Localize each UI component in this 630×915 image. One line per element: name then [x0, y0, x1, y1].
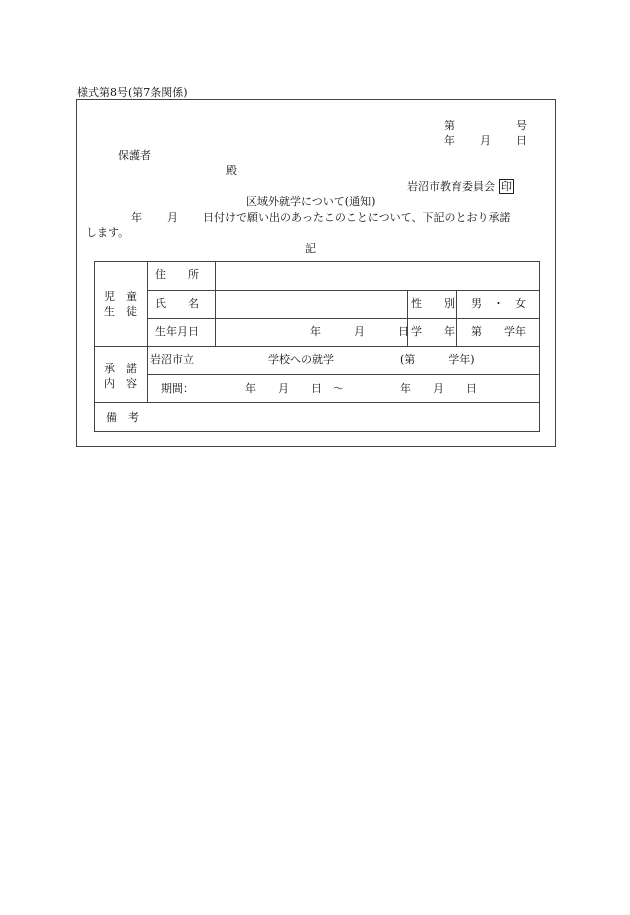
gender-value: 男 ・ 女 — [471, 297, 526, 310]
name-label: 氏 名 — [155, 297, 199, 310]
notice-title: 区域外就学について(通知) — [246, 195, 376, 208]
form-number: 様式第8号(第7条関係) — [77, 86, 188, 99]
document-number-prefix: 第 — [444, 119, 455, 132]
grade-value: 第 学年 — [471, 325, 526, 338]
student-label-2: 生 徒 — [104, 305, 137, 318]
grade-label: 学 年 — [411, 325, 455, 338]
date-day: 日 — [516, 134, 527, 147]
document-number-suffix: 号 — [516, 119, 527, 132]
gender-label: 性 別 — [411, 297, 455, 310]
sender-block — [407, 179, 514, 194]
body-text: 日付けで願い出のあったこのことについて、下記のとおり承諾 — [203, 211, 511, 224]
date-year: 年 — [444, 134, 455, 147]
body-text-line2: します。 — [86, 226, 130, 239]
period-label: 期間： — [161, 382, 194, 395]
date-month: 月 — [480, 134, 491, 147]
student-label-1: 児 童 — [104, 290, 137, 303]
school-city: 岩沼市立 — [150, 353, 194, 366]
seal-mark: 印 — [501, 180, 512, 193]
period-to: 年 月 日 — [400, 382, 477, 395]
remarks-label: 備 考 — [106, 411, 139, 424]
body-month: 月 — [167, 211, 178, 224]
school-text: 学校への就学 — [268, 353, 334, 366]
school-grade: (第 学年) — [400, 353, 475, 366]
period-from: 年 月 日 ～ — [245, 382, 344, 395]
sender-name: 岩沼市教育委員会 — [407, 180, 495, 193]
address-label: 住 所 — [155, 268, 199, 281]
approval-label-1: 承 諾 — [104, 362, 137, 375]
ki-heading: 記 — [305, 242, 316, 255]
recipient-honorific: 殿 — [226, 164, 237, 177]
birthdate-label: 生年月日 — [155, 325, 199, 338]
recipient-label: 保護者 — [118, 149, 151, 162]
birthdate-value: 年 月 日 — [310, 325, 409, 338]
body-year: 年 — [131, 211, 142, 224]
approval-label-2: 内 容 — [104, 377, 137, 390]
details-table — [94, 261, 540, 432]
